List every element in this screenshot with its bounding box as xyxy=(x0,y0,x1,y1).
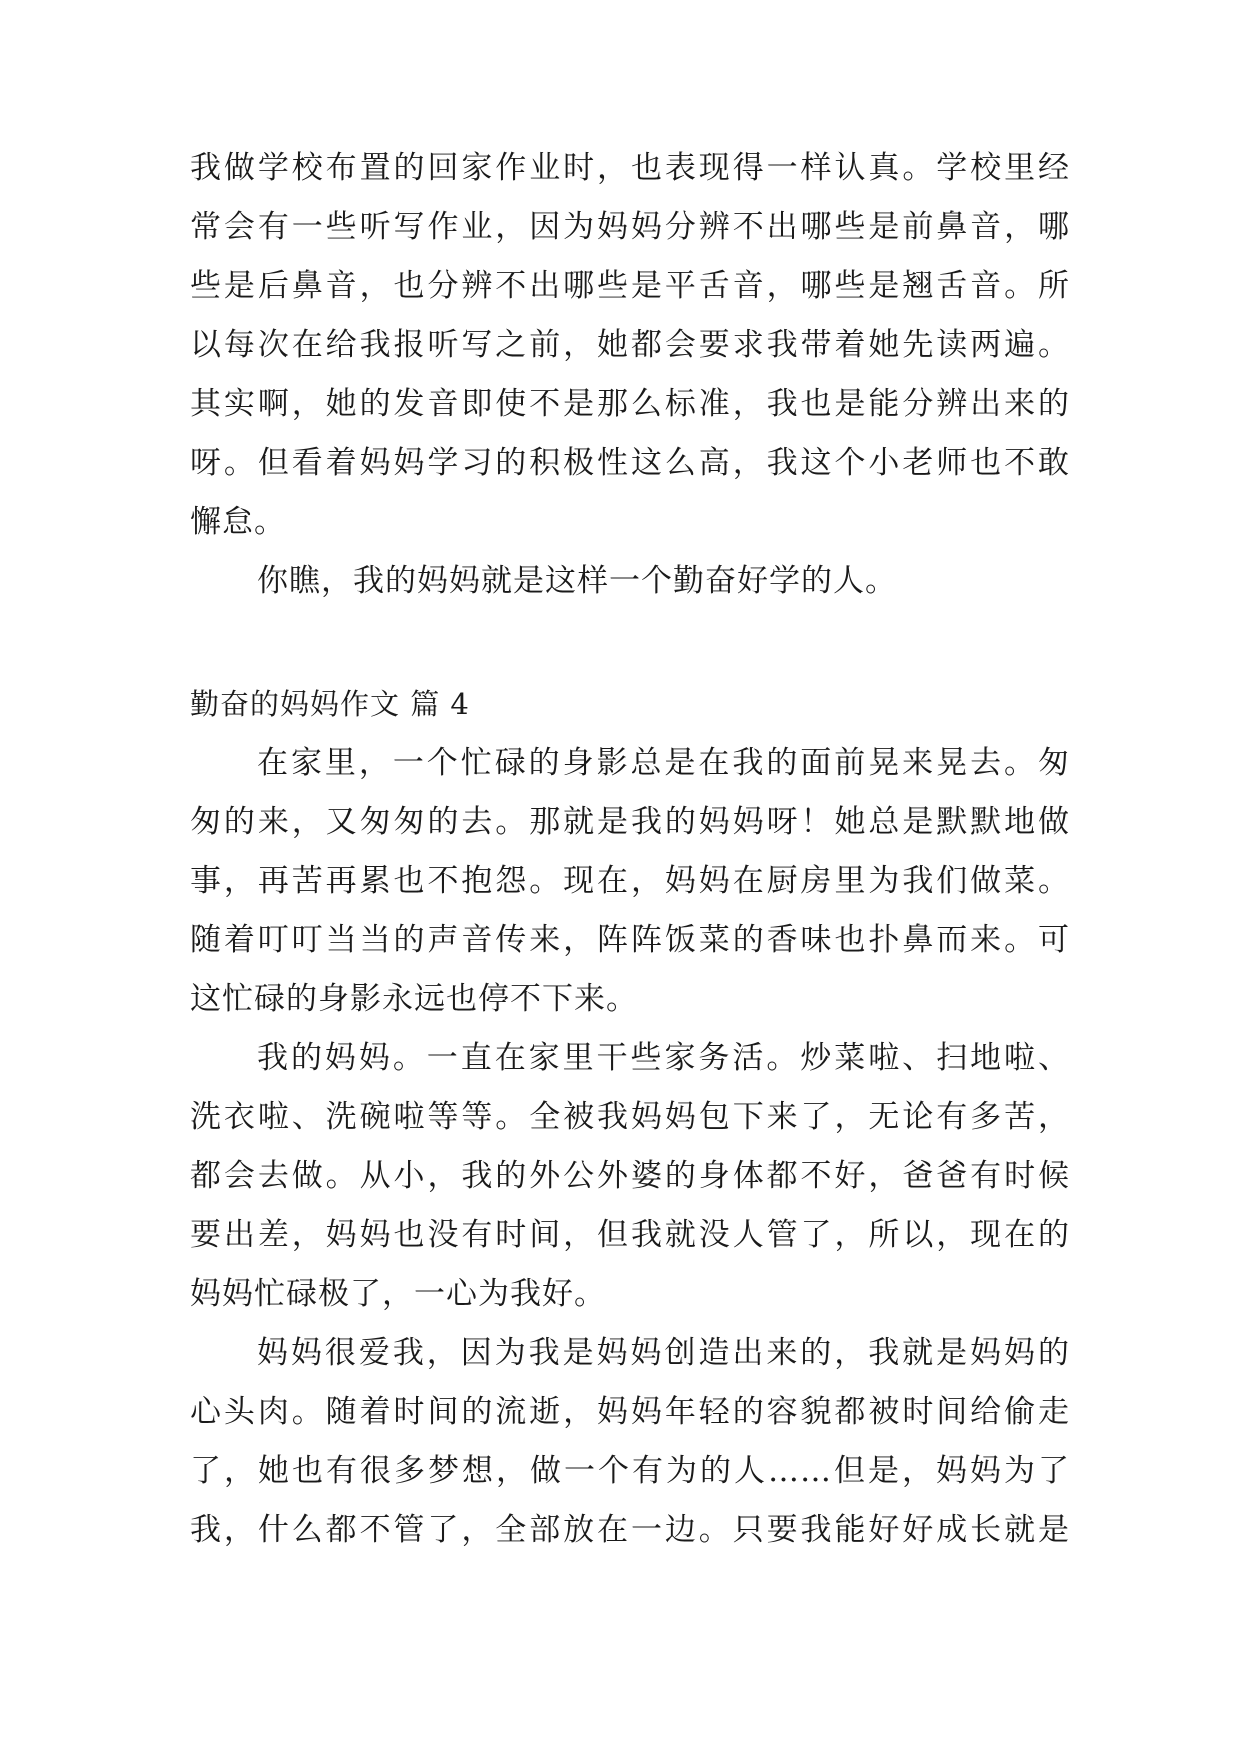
text-line: 以每次在给我报听写之前，她都会要求我带着她先读两遍。 xyxy=(190,327,1070,363)
text-line: 事，再苦再累也不抱怨。现在，妈妈在厨房里为我们做菜。 xyxy=(190,863,1070,899)
text-line: 我，什么都不管了，全部放在一边。只要我能好好成长就是 xyxy=(190,1512,1070,1548)
section-title: 勤奋的妈妈作文 篇 4 xyxy=(190,687,470,721)
text-line: 心头肉。随着时间的流逝，妈妈年轻的容貌都被时间给偷走 xyxy=(190,1394,1070,1430)
text-line: 匆的来，又匆匆的去。那就是我的妈妈呀！她总是默默地做 xyxy=(190,804,1070,840)
text-line: 些是后鼻音，也分辨不出哪些是平舌音，哪些是翘舌音。所 xyxy=(190,268,1070,304)
text-line: 随着叮叮当当的声音传来，阵阵饭菜的香味也扑鼻而来。可 xyxy=(190,922,1070,958)
text-line: 你瞧，我的妈妈就是这样一个勤奋好学的人。 xyxy=(257,563,897,599)
text-line: 呀。但看着妈妈学习的积极性这么高，我这个小老师也不敢 xyxy=(190,445,1070,481)
text-line: 常会有一些听写作业，因为妈妈分辨不出哪些是前鼻音，哪 xyxy=(190,209,1070,245)
text-line: 要出差，妈妈也没有时间，但我就没人管了，所以，现在的 xyxy=(190,1217,1070,1253)
text-line: 妈妈很爱我，因为我是妈妈创造出来的，我就是妈妈的 xyxy=(257,1335,1070,1371)
text-line: 我的妈妈。一直在家里干些家务活。炒菜啦、扫地啦、 xyxy=(257,1040,1070,1076)
text-line: 在家里，一个忙碌的身影总是在我的面前晃来晃去。匆 xyxy=(257,745,1070,781)
text-line: 妈妈忙碌极了，一心为我好。 xyxy=(190,1276,606,1312)
text-line: 其实啊，她的发音即使不是那么标准，我也是能分辨出来的 xyxy=(190,386,1070,422)
text-line: 了，她也有很多梦想，做一个有为的人……但是，妈妈为了 xyxy=(190,1453,1070,1489)
text-line: 洗衣啦、洗碗啦等等。全被我妈妈包下来了，无论有多苦， xyxy=(190,1099,1070,1135)
text-line: 懈怠。 xyxy=(190,504,286,540)
text-line: 这忙碌的身影永远也停不下来。 xyxy=(190,981,638,1017)
text-line: 都会去做。从小，我的外公外婆的身体都不好，爸爸有时候 xyxy=(190,1158,1070,1194)
text-line: 我做学校布置的回家作业时，也表现得一样认真。学校里经 xyxy=(190,150,1070,186)
